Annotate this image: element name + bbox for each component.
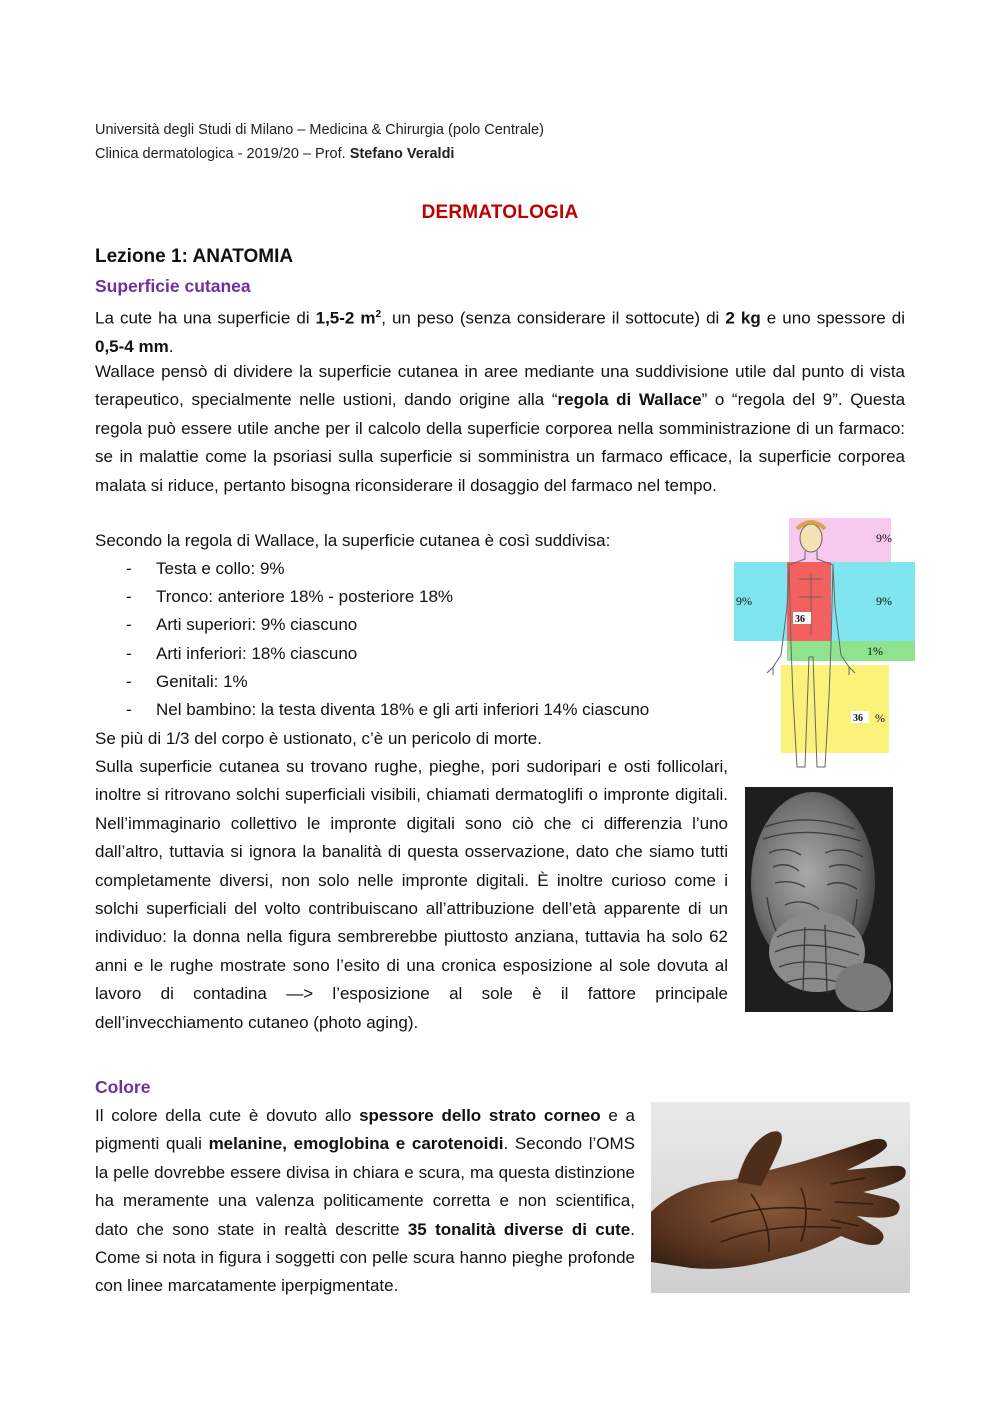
bold-text: 2 [375, 309, 382, 320]
text-run: La cute ha una superficie di [95, 308, 316, 328]
dark-palm-photo [651, 1102, 910, 1293]
text-run: e uno spessore di [760, 308, 905, 328]
bold-text: 2 kg [725, 308, 761, 328]
list-bullet: - [126, 559, 132, 578]
header-course-text: Clinica dermatologica - 2019/20 – Prof. [95, 146, 350, 162]
bold-text: 35 tonalità diverse di cute [407, 1219, 631, 1239]
head-percent-label: 9% [876, 531, 892, 545]
document-title: DERMATOLOGIA [421, 202, 579, 223]
text-run: e a pigmenti quali [95, 1106, 636, 1154]
paragraph-surface [95, 301, 905, 361]
list-item [95, 668, 649, 696]
list-item [95, 555, 649, 583]
left-arm-percent-label: 9% [736, 594, 752, 608]
paragraph-wallace [95, 358, 905, 500]
list-item-text: Arti superiori: 9% ciascuno [156, 615, 358, 635]
legs-percent-sign: % [875, 711, 885, 725]
lesson-title: Lezione 1: ANATOMIA [95, 246, 294, 267]
bold-text: 0,5-4 mm [95, 337, 169, 357]
list-bullet: - [126, 587, 132, 607]
text-run: ” o “regola del 9”. Questa regola può essere utile anche per il calcolo della superficie corporea nella somministrazione di un farmaco: se in malattie come la psoriasi sulla superficie si somministra un farmaco efficace, la superficie corporea malata si riduce, pertanto bisogna riconsiderare il dosaggio del farmaco nel tempo. [95, 390, 906, 495]
bold-text: 1,5-2 m [315, 308, 376, 328]
list-item-text: Tronco: anteriore 18% - posteriore 18% [156, 587, 454, 607]
header-university: Università degli Studi di Milano – Medicina & Chirurgia (polo Centrale) [95, 122, 544, 138]
rule-of-nines-figure [733, 517, 916, 774]
bold-text: spessore dello strato corneo [359, 1106, 601, 1125]
list-bullet: - [126, 700, 132, 720]
genitals-region [787, 641, 915, 661]
genitals-percent-label: 1% [867, 644, 883, 658]
header-course [95, 145, 454, 163]
section-heading-superficie: Superficie cutanea [95, 276, 251, 296]
list-item-text: Genitali: 1% [156, 671, 248, 691]
text-run: Il colore della cute è dovuto allo [95, 1106, 360, 1125]
list-bullet: - [126, 615, 132, 635]
list-item-text: Testa e collo: 9% [156, 559, 285, 578]
list-intro: Secondo la regola di Wallace, la superficie cutanea è così suddivisa: [95, 531, 611, 550]
text-run: . Secondo l’OMS la pelle dovrebbe essere divisa in chiara e scura, ma questa distinzione ha meramente una valenza politicamente corretta e non scientifica, dato che sono state in realtà descritte [95, 1134, 636, 1239]
paragraph-color [95, 1102, 635, 1301]
header-professor: Stefano Veraldi [349, 146, 455, 162]
text-run: Sulla superficie cutanea su trovano rughe, pieghe, pori sudoripari e osti follicolari, inoltre si ritrovano solchi superficiali visibili, chiamati dermatoglifi o impronte digitali. Nell’immaginario collettivo le impronte digitali sono ciò che ci differenzia l’uno dall’altro, tuttavia si ignora la banalità di questa osservazione, dato che siamo tutti completamente diversi, non solo nelle impronte digitali. È inoltre curioso come i solchi superficiali del volto contribuiscano all’attribuzione dell’età apparente di un individuo: la donna nella figura sembrerebbe piuttosto anziana, tuttavia ha solo 62 anni e le rughe mostrate sono l’esito di una cronica esposizione al sole dovuta al lavoro di contadina —> l’esposizione al sole è il fattore principale dell’invecchiamento cutaneo (photo aging). [95, 757, 728, 1032]
text-run: Wallace pensò di dividere la superficie cutanea in aree mediante una suddivisione utile dal punto di vista terapeutico, specialmente nelle ustioni, dando origine alla “ [95, 362, 905, 410]
burn-danger-note: Se più di 1/3 del corpo è ustionato, c’è un pericolo di morte. [95, 729, 542, 748]
wallace-list [95, 555, 649, 724]
aged-face-photo [745, 787, 893, 1012]
paragraph-dermatoglyphs [95, 753, 728, 1037]
list-bullet: - [126, 643, 132, 663]
legs-percent-number: 36 [853, 713, 863, 724]
legs-region [781, 665, 889, 753]
right-arm-percent-label: 9% [876, 594, 892, 608]
list-item-text: Nel bambino: la testa diventa 18% e gli arti inferiori 14% ciascuno [156, 700, 650, 720]
torso-percent-label: 36 [795, 614, 805, 625]
list-item-text: Arti inferiori: 18% ciascuno [156, 643, 358, 663]
list-item [95, 611, 649, 639]
text-run: . [168, 337, 174, 357]
text-run: , un peso (senza considerare il sottocute) di [381, 308, 726, 328]
list-item [95, 696, 649, 724]
text-run: . Come si nota in figura i soggetti con pelle scura hanno pieghe profonde con linee marcatamente iperpigmentate. [95, 1219, 635, 1296]
section-heading-colore: Colore [95, 1077, 151, 1097]
torso-region [787, 562, 831, 641]
list-item [95, 640, 649, 668]
bold-text: regola di Wallace [557, 390, 702, 410]
list-bullet: - [126, 671, 132, 691]
list-item [95, 583, 649, 611]
bold-text: melanine, emoglobina e carotenoidi [208, 1134, 504, 1154]
